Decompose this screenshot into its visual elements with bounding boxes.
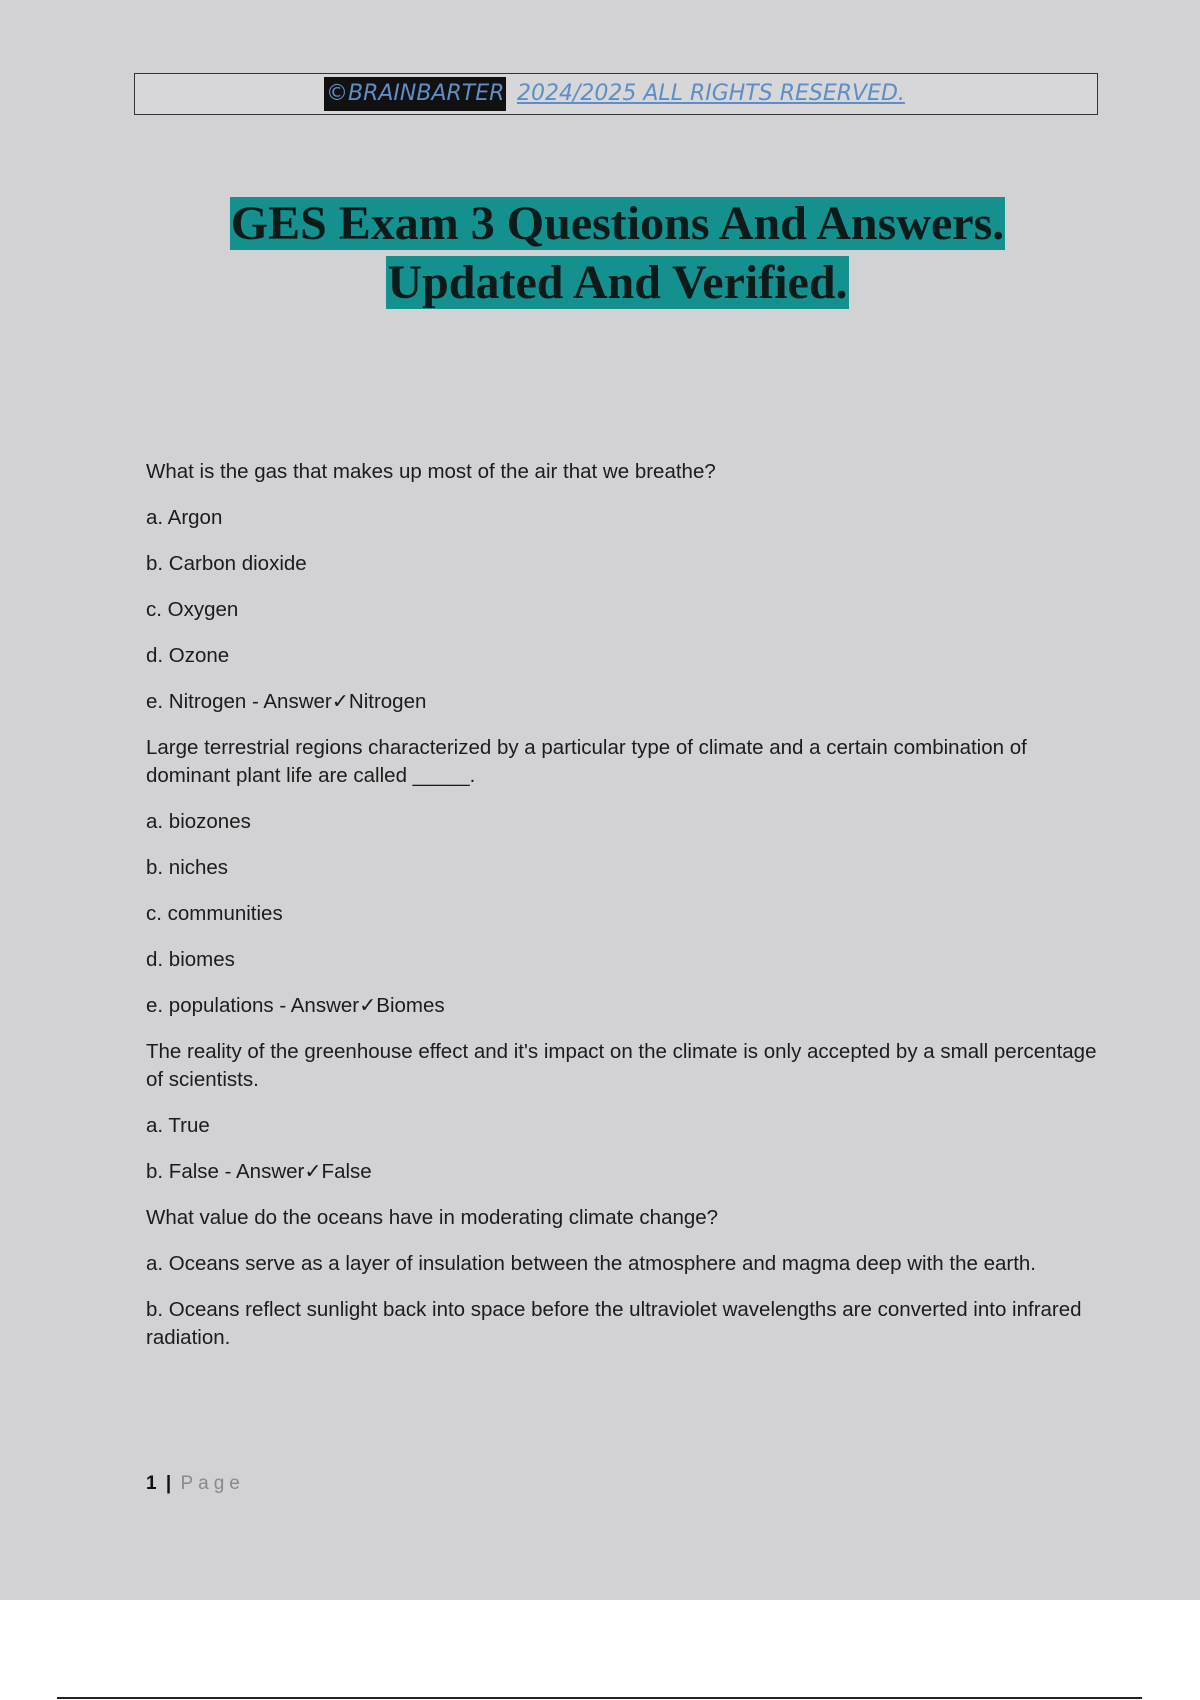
answer-option: b. Oceans reflect sunlight back into space before the ultraviolet wavelengths are converted into infrared radiation. bbox=[146, 1298, 1082, 1349]
question-text: What value do the oceans have in moderating climate change? bbox=[146, 1206, 719, 1229]
bottom-divider bbox=[57, 1697, 1142, 1699]
footer-separator: | bbox=[165, 1473, 172, 1494]
answer-option: d. Ozone bbox=[146, 644, 230, 667]
page-number: 1 bbox=[146, 1473, 157, 1494]
title-line-2: Updated And Verified. bbox=[387, 256, 848, 309]
brand-label: ©BRAINBARTER bbox=[324, 77, 506, 111]
answer-option: a. Argon bbox=[146, 506, 223, 529]
answer-option: e. populations - Answer✓Biomes bbox=[146, 994, 445, 1017]
answer-option: c. Oxygen bbox=[146, 598, 239, 621]
answer-option: e. Nitrogen - Answer✓Nitrogen bbox=[146, 690, 427, 713]
question-list bbox=[146, 458, 1106, 1370]
answer-option: b. niches bbox=[146, 856, 229, 879]
answer-option: b. Carbon dioxide bbox=[146, 552, 307, 575]
copyright-header bbox=[134, 73, 1098, 115]
title-line-1: GES Exam 3 Questions And Answers. bbox=[230, 197, 1005, 250]
page-footer bbox=[146, 1473, 245, 1495]
question-text: The reality of the greenhouse effect and it's impact on the climate is only accepted by a small percentage of scientists. bbox=[146, 1040, 1097, 1091]
answer-option: c. communities bbox=[146, 902, 283, 925]
answer-option: a. biozones bbox=[146, 810, 251, 833]
page-label: Page bbox=[180, 1473, 245, 1494]
question-text: What is the gas that makes up most of the air that we breathe? bbox=[146, 460, 716, 483]
document-title bbox=[0, 194, 1200, 312]
answer-option: a. Oceans serve as a layer of insulation between the atmosphere and magma deep with the earth. bbox=[146, 1252, 1036, 1275]
rights-label: 2024/2025 ALL RIGHTS RESERVED. bbox=[517, 81, 905, 106]
answer-option: b. False - Answer✓False bbox=[146, 1160, 372, 1183]
question-text: Large terrestrial regions characterized by a particular type of climate and a certain combination of dominant plant life are called _____. bbox=[146, 736, 1027, 787]
answer-option: a. True bbox=[146, 1114, 210, 1137]
answer-option: d. biomes bbox=[146, 948, 235, 971]
